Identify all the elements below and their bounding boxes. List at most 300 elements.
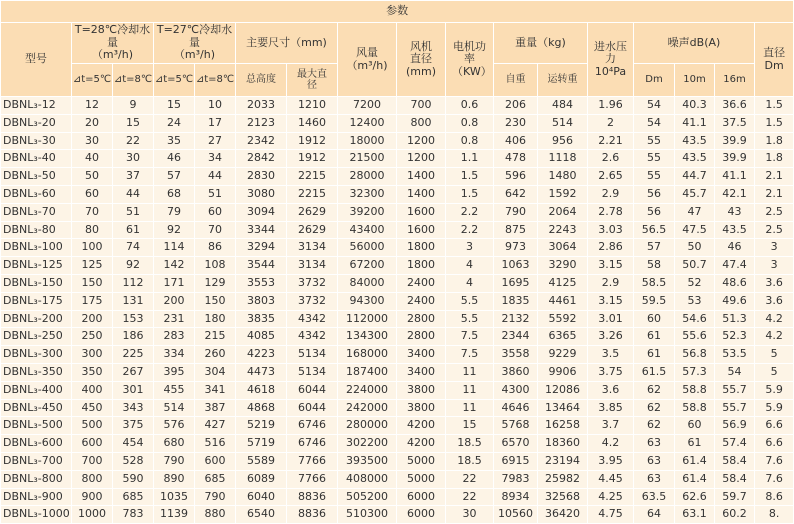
table-cell: 6.6 xyxy=(755,417,793,434)
table-cell: 62.6 xyxy=(675,489,714,506)
fan-dia-header: 风机直径(mm) xyxy=(397,23,445,96)
table-cell: 30 xyxy=(113,150,153,167)
table-cell: 16258 xyxy=(538,417,587,434)
table-cell: 62 xyxy=(634,382,674,399)
table-cell: 3.01 xyxy=(588,311,633,328)
table-cell: 4.2 xyxy=(755,311,793,328)
table-cell: 50.7 xyxy=(675,257,714,274)
table-cell: 30 xyxy=(72,133,112,150)
table-cell: 2629 xyxy=(287,204,337,221)
table-cell: 231 xyxy=(154,311,194,328)
table-cell: 32300 xyxy=(338,186,396,203)
runw-header: 运转重 xyxy=(538,64,587,96)
table-cell: 8.6 xyxy=(755,489,793,506)
table-cell: 40 xyxy=(72,150,112,167)
table-cell: 200 xyxy=(154,293,194,310)
model-cell: DBNL₃-300 xyxy=(1,346,71,363)
noise-header: 噪声dB(A) xyxy=(634,23,754,63)
table-cell: 1.96 xyxy=(588,97,633,114)
table-cell: 4.75 xyxy=(588,506,633,523)
table-cell: 1.5 xyxy=(446,186,493,203)
table-cell: 590 xyxy=(113,471,153,488)
table-cell: 5.5 xyxy=(446,311,493,328)
table-cell: 3064 xyxy=(538,239,587,256)
table-cell: 22 xyxy=(446,471,493,488)
table-cell: 3835 xyxy=(236,311,286,328)
table-cell: 175 xyxy=(72,293,112,310)
table-cell: 56.9 xyxy=(715,417,754,434)
table-cell: 3 xyxy=(755,257,793,274)
table-cell: 1063 xyxy=(494,257,537,274)
table-cell: 2.9 xyxy=(588,275,633,292)
table-cell: 5.9 xyxy=(755,400,793,417)
table-cell: 20 xyxy=(72,115,112,132)
table-row xyxy=(1,150,793,167)
table-cell: 3094 xyxy=(236,204,286,221)
table-cell: 514 xyxy=(538,115,587,132)
table-cell: 63 xyxy=(634,453,674,470)
params-header: 参数 xyxy=(1,1,793,22)
table-cell: 55 xyxy=(634,168,674,185)
table-cell: 6915 xyxy=(494,453,537,470)
table-cell: 49.6 xyxy=(715,293,754,310)
table-cell: 60.2 xyxy=(715,506,754,523)
table-row xyxy=(1,133,793,150)
table-cell: 3294 xyxy=(236,239,286,256)
table-cell: 48.6 xyxy=(715,275,754,292)
table-cell: 375 xyxy=(113,417,153,434)
table-cell: 3732 xyxy=(287,275,337,292)
n16-header: 16m xyxy=(715,64,754,96)
table-cell: 880 xyxy=(195,506,235,523)
table-cell: 427 xyxy=(195,417,235,434)
table-cell: 53 xyxy=(675,293,714,310)
table-cell: 2830 xyxy=(236,168,286,185)
table-cell: 2.2 xyxy=(446,222,493,239)
table-cell: 4.2 xyxy=(755,328,793,345)
table-cell: 43400 xyxy=(338,222,396,239)
table-cell: 790 xyxy=(154,453,194,470)
table-cell: 400 xyxy=(72,382,112,399)
table-cell: 61.4 xyxy=(675,471,714,488)
model-cell: DBNL₃-600 xyxy=(1,435,71,452)
table-cell: 46 xyxy=(715,239,754,256)
table-cell: 790 xyxy=(195,489,235,506)
model-cell: DBNL₃-450 xyxy=(1,400,71,417)
table-cell: 301 xyxy=(113,382,153,399)
table-cell: 186 xyxy=(113,328,153,345)
dt5-28-header: ⊿t=5℃ xyxy=(72,64,112,96)
table-cell: 2344 xyxy=(494,328,537,345)
table-cell: 114 xyxy=(154,239,194,256)
table-cell: 6000 xyxy=(397,506,445,523)
table-cell: 393500 xyxy=(338,453,396,470)
table-cell: 45.7 xyxy=(675,186,714,203)
model-cell: DBNL₃-60 xyxy=(1,186,71,203)
table-cell: 108 xyxy=(195,257,235,274)
table-cell: 6746 xyxy=(287,435,337,452)
table-cell: 3.7 xyxy=(588,417,633,434)
table-cell: 60 xyxy=(634,311,674,328)
table-cell: 2215 xyxy=(287,168,337,185)
table-cell: 6540 xyxy=(236,506,286,523)
table-cell: 9906 xyxy=(538,364,587,381)
table-cell: 7766 xyxy=(287,471,337,488)
table-cell: 1035 xyxy=(154,489,194,506)
table-cell: 70 xyxy=(72,204,112,221)
table-cell: 3860 xyxy=(494,364,537,381)
cut-header: 直径Dm xyxy=(755,23,793,96)
table-cell: 4200 xyxy=(397,435,445,452)
table-cell: 2.1 xyxy=(755,168,793,185)
table-cell: 2800 xyxy=(397,328,445,345)
dt8-27-header: ⊿t=8℃ xyxy=(195,64,235,96)
table-cell: 180 xyxy=(195,311,235,328)
table-cell: 10 xyxy=(195,97,235,114)
table-cell: 242000 xyxy=(338,400,396,417)
table-cell: 685 xyxy=(195,471,235,488)
table-cell: 514 xyxy=(154,400,194,417)
water28-header xyxy=(72,23,153,63)
table-cell: 596 xyxy=(494,168,537,185)
table-cell: 800 xyxy=(72,471,112,488)
table-cell: 64 xyxy=(634,506,674,523)
n10-header: 10m xyxy=(675,64,714,96)
table-cell: 790 xyxy=(494,204,537,221)
table-cell: 10560 xyxy=(494,506,537,523)
table-cell: 2842 xyxy=(236,150,286,167)
table-cell: 406 xyxy=(494,133,537,150)
table-cell: 34 xyxy=(195,150,235,167)
table-cell: 63.1 xyxy=(675,506,714,523)
table-cell: 5 xyxy=(755,364,793,381)
table-cell: 505200 xyxy=(338,489,396,506)
table-cell: 5 xyxy=(755,346,793,363)
table-cell: 58 xyxy=(634,257,674,274)
table-cell: 61 xyxy=(113,222,153,239)
table-cell: 450 xyxy=(72,400,112,417)
table-cell: 4868 xyxy=(236,400,286,417)
table-cell: 4125 xyxy=(538,275,587,292)
table-cell: 30 xyxy=(446,506,493,523)
table-cell: 7.6 xyxy=(755,471,793,488)
table-cell: 4200 xyxy=(397,417,445,434)
table-cell: 2400 xyxy=(397,293,445,310)
table-cell: 56.8 xyxy=(675,346,714,363)
table-cell: 11 xyxy=(446,364,493,381)
table-cell: 900 xyxy=(72,489,112,506)
table-cell: 3.6 xyxy=(755,275,793,292)
table-cell: 3800 xyxy=(397,382,445,399)
table-cell: 18.5 xyxy=(446,435,493,452)
table-cell: 2.78 xyxy=(588,204,633,221)
table-cell: 51.3 xyxy=(715,311,754,328)
table-cell: 129 xyxy=(195,275,235,292)
table-cell: 3732 xyxy=(287,293,337,310)
table-cell: 63 xyxy=(634,471,674,488)
table-cell: 84000 xyxy=(338,275,396,292)
model-cell: DBNL₃-200 xyxy=(1,311,71,328)
table-cell: 224000 xyxy=(338,382,396,399)
table-cell: 51 xyxy=(113,204,153,221)
table-cell: 17 xyxy=(195,115,235,132)
table-cell: 39200 xyxy=(338,204,396,221)
table-cell: 23194 xyxy=(538,453,587,470)
motor-header: 电机功率（KW） xyxy=(446,23,493,96)
table-cell: 280000 xyxy=(338,417,396,434)
table-cell: 9229 xyxy=(538,346,587,363)
table-cell: 18000 xyxy=(338,133,396,150)
table-cell: 57 xyxy=(634,239,674,256)
table-cell: 4 xyxy=(446,257,493,274)
table-cell: 44 xyxy=(113,186,153,203)
table-cell: 56000 xyxy=(338,239,396,256)
model-cell: DBNL₃-700 xyxy=(1,453,71,470)
table-cell: 3558 xyxy=(494,346,537,363)
table-cell: 3800 xyxy=(397,400,445,417)
table-cell: 2 xyxy=(588,115,633,132)
table-cell: 3.15 xyxy=(588,293,633,310)
table-cell: 74 xyxy=(113,239,153,256)
table-cell: 5134 xyxy=(287,364,337,381)
table-cell: 57.3 xyxy=(675,364,714,381)
table-cell: 54 xyxy=(715,364,754,381)
table-cell: 40.3 xyxy=(675,97,714,114)
table-cell: 55 xyxy=(634,150,674,167)
water28-unit: （m³/h) xyxy=(91,48,134,62)
table-cell: 43 xyxy=(715,204,754,221)
table-cell: 60 xyxy=(72,186,112,203)
table-cell: 13464 xyxy=(538,400,587,417)
table-row xyxy=(1,364,793,381)
table-cell: 2.6 xyxy=(588,150,633,167)
table-cell: 454 xyxy=(113,435,153,452)
model-cell: DBNL₃-150 xyxy=(1,275,71,292)
table-row xyxy=(1,222,793,239)
table-cell: 260 xyxy=(195,346,235,363)
table-cell: 187400 xyxy=(338,364,396,381)
table-cell: 47.4 xyxy=(715,257,754,274)
table-cell: 112 xyxy=(113,275,153,292)
table-cell: 8836 xyxy=(287,489,337,506)
table-cell: 4.45 xyxy=(588,471,633,488)
table-cell: 94300 xyxy=(338,293,396,310)
table-cell: 8. xyxy=(755,506,793,523)
model-cell: DBNL₃-70 xyxy=(1,204,71,221)
table-cell: 0.8 xyxy=(446,115,493,132)
table-cell: 43.5 xyxy=(715,222,754,239)
table-cell: 150 xyxy=(195,293,235,310)
maxdia-header: 最大直径 xyxy=(287,64,337,96)
table-cell: 1.1 xyxy=(446,150,493,167)
table-cell: 5000 xyxy=(397,453,445,470)
table-row xyxy=(1,311,793,328)
table-cell: 2.65 xyxy=(588,168,633,185)
table-cell: 6089 xyxy=(236,471,286,488)
model-cell: DBNL₃-800 xyxy=(1,471,71,488)
weight-header: 重量（kg) xyxy=(494,23,587,63)
table-cell: 484 xyxy=(538,97,587,114)
water27-title: T=27℃冷却水量 xyxy=(156,23,233,49)
table-cell: 62 xyxy=(634,417,674,434)
table-cell: 6746 xyxy=(287,417,337,434)
table-cell: 0.8 xyxy=(446,133,493,150)
dims-header: 主要尺寸（mm) xyxy=(236,23,337,63)
table-cell: 6365 xyxy=(538,328,587,345)
table-cell: 62 xyxy=(634,400,674,417)
table-cell: 1800 xyxy=(397,239,445,256)
table-cell: 2215 xyxy=(287,186,337,203)
table-cell: 92 xyxy=(154,222,194,239)
table-row xyxy=(1,400,793,417)
table-cell: 4085 xyxy=(236,328,286,345)
table-cell: 4461 xyxy=(538,293,587,310)
table-cell: 5000 xyxy=(397,471,445,488)
table-cell: 42.1 xyxy=(715,186,754,203)
table-cell: 4300 xyxy=(494,382,537,399)
table-cell: 800 xyxy=(397,115,445,132)
table-cell: 11 xyxy=(446,382,493,399)
table-cell: 3.15 xyxy=(588,257,633,274)
table-cell: 92 xyxy=(113,257,153,274)
table-cell: 54 xyxy=(634,97,674,114)
table-row xyxy=(1,328,793,345)
table-cell: 5219 xyxy=(236,417,286,434)
model-header: 型号 xyxy=(1,23,71,96)
table-cell: 2.5 xyxy=(755,204,793,221)
table-cell: 5.9 xyxy=(755,382,793,399)
model-cell: DBNL₃-12 xyxy=(1,97,71,114)
model-cell: DBNL₃-100 xyxy=(1,239,71,256)
table-cell: 1.5 xyxy=(755,115,793,132)
table-cell: 70 xyxy=(195,222,235,239)
table-cell: 528 xyxy=(113,453,153,470)
table-cell: 1400 xyxy=(397,168,445,185)
table-row xyxy=(1,186,793,203)
model-cell: DBNL₃-30 xyxy=(1,133,71,150)
table-cell: 59.5 xyxy=(634,293,674,310)
table-cell: 1600 xyxy=(397,222,445,239)
spec-table-body xyxy=(1,97,793,523)
table-cell: 7.5 xyxy=(446,346,493,363)
table-cell: 1695 xyxy=(494,275,537,292)
table-cell: 63.5 xyxy=(634,489,674,506)
table-cell: 4.2 xyxy=(588,435,633,452)
table-row xyxy=(1,382,793,399)
table-cell: 6000 xyxy=(397,489,445,506)
table-cell: 52 xyxy=(675,275,714,292)
model-cell: DBNL₃-1000 xyxy=(1,506,71,523)
table-row xyxy=(1,97,793,114)
table-cell: 39.9 xyxy=(715,133,754,150)
table-cell: 6044 xyxy=(287,382,337,399)
table-cell: 61.5 xyxy=(634,364,674,381)
table-row xyxy=(1,239,793,256)
table-cell: 67200 xyxy=(338,257,396,274)
table-cell: 206 xyxy=(494,97,537,114)
table-cell: 2.1 xyxy=(755,186,793,203)
table-cell: 2033 xyxy=(236,97,286,114)
table-cell: 58.8 xyxy=(675,382,714,399)
dt8-28-header: ⊿t=8℃ xyxy=(113,64,153,96)
table-cell: 455 xyxy=(154,382,194,399)
table-cell: 700 xyxy=(72,453,112,470)
table-cell: 15 xyxy=(154,97,194,114)
model-cell: DBNL₃-50 xyxy=(1,168,71,185)
table-cell: 3080 xyxy=(236,186,286,203)
table-cell: 600 xyxy=(72,435,112,452)
table-cell: 47.5 xyxy=(675,222,714,239)
model-cell: DBNL₃-175 xyxy=(1,293,71,310)
table-cell: 3553 xyxy=(236,275,286,292)
table-cell: 890 xyxy=(154,471,194,488)
table-row xyxy=(1,346,793,363)
water27-header xyxy=(154,23,235,63)
table-cell: 68 xyxy=(154,186,194,203)
table-cell: 112000 xyxy=(338,311,396,328)
table-cell: 230 xyxy=(494,115,537,132)
table-cell: 25982 xyxy=(538,471,587,488)
table-cell: 6.6 xyxy=(755,435,793,452)
table-cell: 171 xyxy=(154,275,194,292)
model-cell: DBNL₃-80 xyxy=(1,222,71,239)
table-cell: 55.6 xyxy=(675,328,714,345)
table-cell: 36.6 xyxy=(715,97,754,114)
table-cell: 3 xyxy=(755,239,793,256)
table-cell: 1000 xyxy=(72,506,112,523)
table-cell: 15 xyxy=(113,115,153,132)
table-cell: 22 xyxy=(446,489,493,506)
table-cell: 600 xyxy=(195,453,235,470)
table-cell: 387 xyxy=(195,400,235,417)
table-cell: 51 xyxy=(195,186,235,203)
table-cell: 3.6 xyxy=(588,382,633,399)
table-cell: 1460 xyxy=(287,115,337,132)
table-cell: 1.5 xyxy=(446,168,493,185)
dt5-27-header: ⊿t=5℃ xyxy=(154,64,194,96)
table-cell: 2342 xyxy=(236,133,286,150)
table-cell: 2800 xyxy=(397,311,445,328)
table-cell: 60 xyxy=(675,417,714,434)
table-cell: 267 xyxy=(113,364,153,381)
selfw-header: 自重 xyxy=(494,64,537,96)
table-cell: 37.5 xyxy=(715,115,754,132)
table-cell: 58.4 xyxy=(715,453,754,470)
table-cell: 12086 xyxy=(538,382,587,399)
table-cell: 50 xyxy=(675,239,714,256)
table-cell: 134300 xyxy=(338,328,396,345)
table-cell: 18.5 xyxy=(446,453,493,470)
table-cell: 7.5 xyxy=(446,328,493,345)
table-cell: 7766 xyxy=(287,453,337,470)
table-cell: 58.5 xyxy=(634,275,674,292)
table-cell: 2629 xyxy=(287,222,337,239)
table-cell: 12 xyxy=(72,97,112,114)
table-cell: 44 xyxy=(195,168,235,185)
table-row xyxy=(1,204,793,221)
table-cell: 79 xyxy=(154,204,194,221)
table-cell: 8836 xyxy=(287,506,337,523)
table-row xyxy=(1,471,793,488)
table-cell: 9 xyxy=(113,97,153,114)
table-cell: 55.7 xyxy=(715,382,754,399)
table-row xyxy=(1,489,793,506)
table-cell: 153 xyxy=(113,311,153,328)
table-cell: 39.9 xyxy=(715,150,754,167)
table-cell: 2064 xyxy=(538,204,587,221)
table-cell: 3400 xyxy=(397,364,445,381)
table-row xyxy=(1,168,793,185)
